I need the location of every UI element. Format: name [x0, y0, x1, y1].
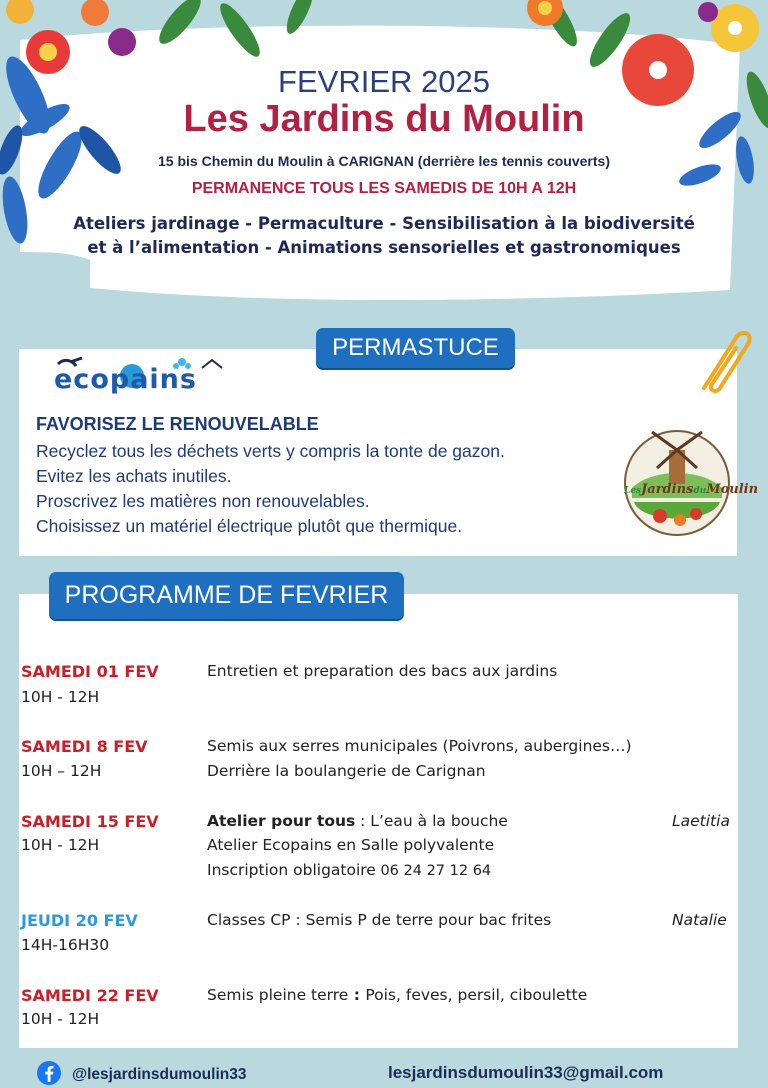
event-date: SAMEDI 15 FEV: [21, 812, 159, 831]
event-description: Atelier Ecopains en Salle polyvalente: [207, 836, 495, 854]
badge-text-du: du: [693, 486, 707, 496]
event-time: 10H – 12H: [21, 762, 102, 780]
badge-text-les: Les: [624, 486, 642, 496]
event-date: SAMEDI 8 FEV: [21, 737, 148, 756]
phone-number: 06 24 27 12 64: [375, 863, 492, 879]
event-time: 10H - 12H: [21, 836, 100, 854]
event-host: Natalie: [672, 911, 727, 929]
permanence-text: PERMANENCE TOUS LES SAMEDIS DE 10H A 12H: [191, 180, 577, 197]
event-date: JEUDI 20 FEV: [21, 911, 138, 930]
event-description: Entretien et preparation des bacs aux jardins: [207, 662, 558, 680]
badge-text-jardins: [624, 482, 759, 497]
activities-line-2: et à l’alimentation - Animations sensorielles et gastronomiques: [87, 238, 681, 257]
event-time: 14H-16H30: [21, 936, 110, 954]
event-description: Classes CP : Semis P de terre pour bac frites: [207, 911, 552, 929]
event-colon: :: [348, 986, 366, 1004]
event-lead: Semis pleine terre: [207, 986, 349, 1004]
permastuce-label: PERMASTUCE: [316, 328, 515, 368]
event-lead-rest: : L’eau à la bouche: [355, 812, 508, 830]
event-time: 10H - 12H: [21, 688, 100, 706]
event-description: [207, 986, 587, 1004]
event-date: SAMEDI 01 FEV: [21, 662, 159, 681]
event-description: Derrière la boulangerie de Carignan: [207, 762, 486, 780]
badge-text-moulin: Moulin: [706, 482, 759, 497]
event-date: SAMEDI 22 FEV: [21, 986, 159, 1005]
event-inscription: [207, 861, 491, 879]
event-host: Laetitia: [672, 812, 730, 830]
ecopains-logo-text: ecopains: [54, 364, 197, 395]
event-description: [207, 812, 508, 830]
facebook-handle[interactable]: @lesjardinsdumoulin33: [72, 1066, 247, 1083]
email-link[interactable]: lesjardinsdumoulin33@gmail.com: [388, 1063, 664, 1082]
paperclip-icon: [684, 322, 754, 402]
event-lead: Atelier pour tous: [207, 812, 356, 830]
inscription-label: Inscription obligatoire: [207, 861, 376, 879]
tip-item: Evitez les achats inutiles.: [36, 466, 232, 486]
programme-label: PROGRAMME DE FEVRIER: [49, 572, 404, 619]
badge-text-jardins-word: Jardins: [641, 482, 694, 497]
tip-item: Proscrivez les matières non renouvelables.: [36, 491, 370, 511]
month-heading: FEVRIER 2025: [278, 64, 490, 99]
activities-line-1: Ateliers jardinage - Permaculture - Sensibilisation à la biodiversité: [73, 214, 695, 233]
tip-item: Recyclez tous les déchets verts y compris la tonte de gazon.: [36, 441, 505, 461]
tip-heading: FAVORISEZ LE RENOUVELABLE: [36, 414, 319, 434]
tip-item: Choisissez un matériel électrique plutôt que thermique.: [36, 516, 463, 536]
jardins-logo-badge: [622, 428, 759, 538]
event-description: Semis aux serres municipales (Poivrons, aubergines…): [207, 737, 632, 755]
event-time: 10H - 12H: [21, 1010, 100, 1028]
ecopains-logo: [52, 356, 252, 396]
facebook-icon[interactable]: [36, 1060, 62, 1086]
event-items: Pois, feves, persil, ciboulette: [365, 986, 588, 1004]
address: 15 bis Chemin du Moulin à CARIGNAN (derrière les tennis couverts): [158, 153, 610, 169]
page-title: Les Jardins du Moulin: [183, 98, 585, 140]
